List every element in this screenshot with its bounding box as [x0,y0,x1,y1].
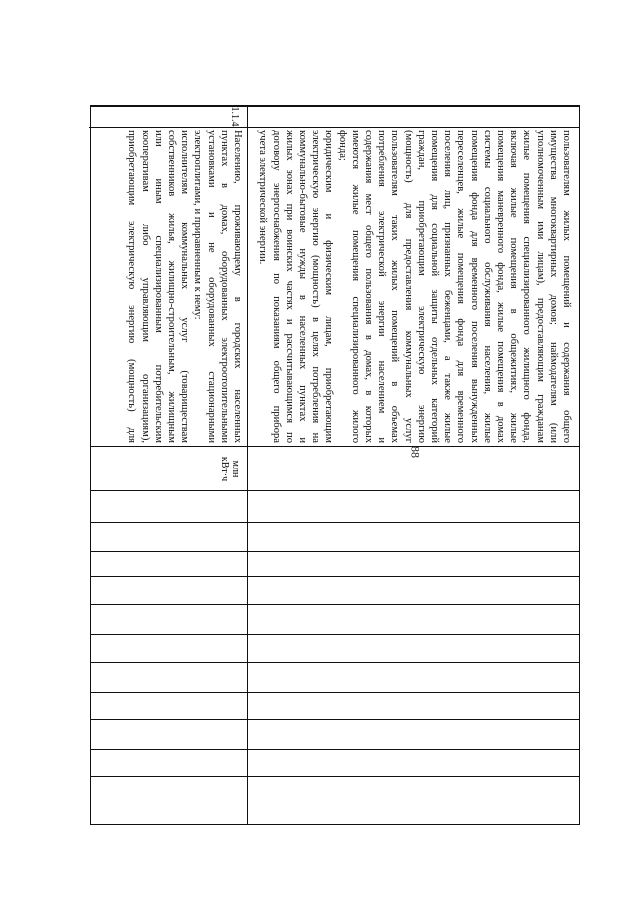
row-number-1-1-4: 1.1.4 [229,106,240,127]
col-line-description [91,446,579,447]
text-line: жилые помещения специализированного жилищного фонда, [521,130,533,443]
col-line-number-upper [248,127,579,128]
col-line [91,106,579,107]
text-line: или иным специализированным потребительским [152,130,164,443]
text-line: помещения для социальной защиты отдельных категорий [428,130,440,443]
col-line-number-lower [89,127,248,128]
text-line: содержания мест общего пользования в домах, в которых [362,130,374,443]
col-line-value-10 [91,776,579,777]
text-line: юридическим и физическим лицам, приобретающим [323,130,335,443]
text-line: пользователям таких жилых помещений в объемах [389,130,401,443]
text-line: Населению, проживающему в городских населенных [232,130,243,443]
text-line: кооперативам либо управляющим организациям), [139,130,151,443]
row-1-1-4-unit [219,449,241,489]
text-line: помещения маневренного фонда, жилые помещения в домах [494,130,506,443]
text-line: договору энергоснабжения по показаниям общего прибора [270,130,282,443]
rotated-table-wrapper [90,105,580,825]
col-line-value-6 [91,662,579,663]
text-line: жилых зонах при воинских частях и рассчитывающимся по [283,130,295,443]
text-line: собственников жилья, жилищно-строительным, жилищным [165,130,177,443]
unit-line: млн [230,460,241,478]
col-line-value-1 [91,522,579,523]
text-line: учета электрической энергии. [257,130,269,265]
tariff-table [90,105,580,825]
text-line: исполнителям коммунальных услуг (товариществам [179,130,191,443]
text-line: переселенцев, жилые помещения фонда для временного [455,130,467,443]
text-line: коммунально-бытовые нужды в населенных пунктах и [296,130,308,443]
col-line-value-8 [91,719,579,720]
text-line: поселения лиц, признанных беженцами, а также жилые [442,130,454,443]
col-line-value-2 [91,551,579,552]
col-line-value-3 [91,576,579,577]
text-line: системы социального обслуживания населения, жилые [481,130,493,443]
text-line: включая жилые помещения в общежитиях, жилые [508,130,520,443]
col-line-value-4 [91,604,579,605]
text-line: (мощность) для предоставления коммунальных услуг [402,130,414,443]
text-line: потребления электрической энергии населением и [376,130,388,443]
text-line: имеются жилые помещения специализированного жилого [349,130,361,443]
col-line-value-7 [91,692,579,693]
continued-row-description [256,130,573,443]
text-line: приобретающим электрическую энергию (мощность) для [126,130,138,443]
unit-line: кВт·ч [219,456,230,482]
row-divider [247,106,248,824]
text-line: пользователям жилых помещений и содержания общего [561,130,572,443]
col-line-unit [91,490,579,491]
text-line: электроплитами, и приравненным к нему: [192,130,204,320]
text-line: имущества многоквартирных домов; наймодателям (или [547,130,559,443]
text-line: граждан, приобретающим электрическую энергию [415,130,427,443]
text-line: уполномоченным ими лицам), предоставляющим гражданам [534,130,546,443]
text-line: установками и не оборудованных стационарными [205,130,217,443]
row-1-1-4-description [125,130,244,443]
text-line: фонда; [336,130,348,161]
col-line-value-5 [91,634,579,635]
text-line: помещения фонда для временного поселения вынужденных [468,130,480,443]
text-line: пунктах в домах, оборудованных электроотопительными [218,130,230,443]
page-number: 88 [408,446,423,458]
col-line-value-9 [91,749,579,750]
text-line: электрическую энергию (мощность) в целях потребления на [310,130,322,443]
